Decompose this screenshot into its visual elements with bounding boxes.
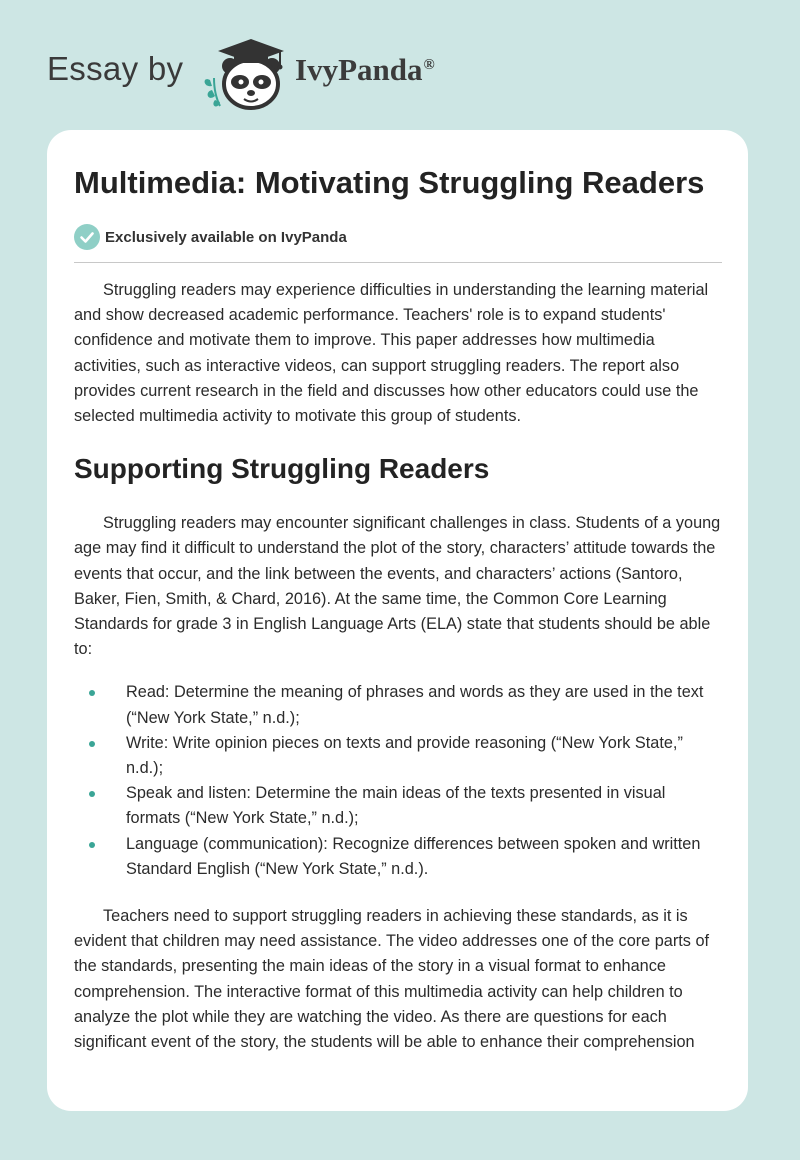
intro-paragraph: Struggling readers may experience difficulties in understanding the learning material and show decreased academic performance. Teachers' role is to expand students' confidence and motivate them to improve. This paper addresses how multimedia activities, such as interactive videos, can support struggling readers. The report also provides current research in the field and discusses how other educators could use the selected multimedia activity to motivate this group of students. xyxy=(74,281,709,426)
registered-mark: ® xyxy=(423,56,435,73)
body-paragraph: Struggling readers may encounter significant challenges in class. Students of a young age may find it difficult to understand the plot of the story, characters’ attitude towards the events that occur, and the link between the events, and characters’ actions (Santoro, Baker, Fien, Smith, & Chard, 2016). At the same time, the Common Core Learning Standards for grade 3 in English Language Arts (ELA) state that students should be able to: xyxy=(74,514,721,659)
panda-graduate-logo-icon[interactable] xyxy=(200,36,292,110)
body-paragraph: Teachers need to support struggling readers in achieving these standards, as it is evident that children may need assistance. The video addresses one of the core parts of the standards, presenting the main ideas of the story in a visual format to enhance comprehension. The interactive format of this multimedia activity can help children to analyze the plot while they are watching the video. As there are questions for each significant event of the story, the students will be able to enhance their comprehension xyxy=(74,907,710,1052)
article-title: Multimedia: Motivating Struggling Readers xyxy=(74,165,705,200)
list-item xyxy=(74,731,722,781)
list-item xyxy=(74,680,722,730)
section-heading: Supporting Struggling Readers xyxy=(74,453,490,485)
exclusive-badge xyxy=(74,224,722,250)
bullet-icon xyxy=(89,741,95,747)
divider xyxy=(74,262,722,263)
standards-list xyxy=(74,680,722,882)
site-header xyxy=(47,36,507,110)
bullet-icon xyxy=(89,690,95,696)
essay-by-label: Essay by xyxy=(47,50,184,87)
article-card xyxy=(47,130,748,1111)
list-item-text: Speak and listen: Determine the main ideas of the texts presented in visual formats (“New York State,” n.d.); xyxy=(126,784,666,828)
list-item xyxy=(74,781,722,831)
list-item-text: Language (communication): Recognize differences between spoken and written Standard English (“New York State,” n.d.). xyxy=(126,834,701,878)
article-content xyxy=(74,162,722,1055)
list-item xyxy=(74,832,722,882)
list-item-text: Read: Determine the meaning of phrases and words as they are used in the text (“New York State,” n.d.); xyxy=(126,683,704,727)
bullet-icon xyxy=(89,791,95,797)
list-item-text: Write: Write opinion pieces on texts and provide reasoning (“New York State,” n.d.); xyxy=(126,733,683,778)
bullet-icon xyxy=(89,842,95,848)
check-circle-icon xyxy=(74,224,100,250)
exclusive-badge-text: Exclusively available on IvyPanda xyxy=(105,228,347,246)
brand-name[interactable]: IvyPanda® xyxy=(295,52,435,87)
